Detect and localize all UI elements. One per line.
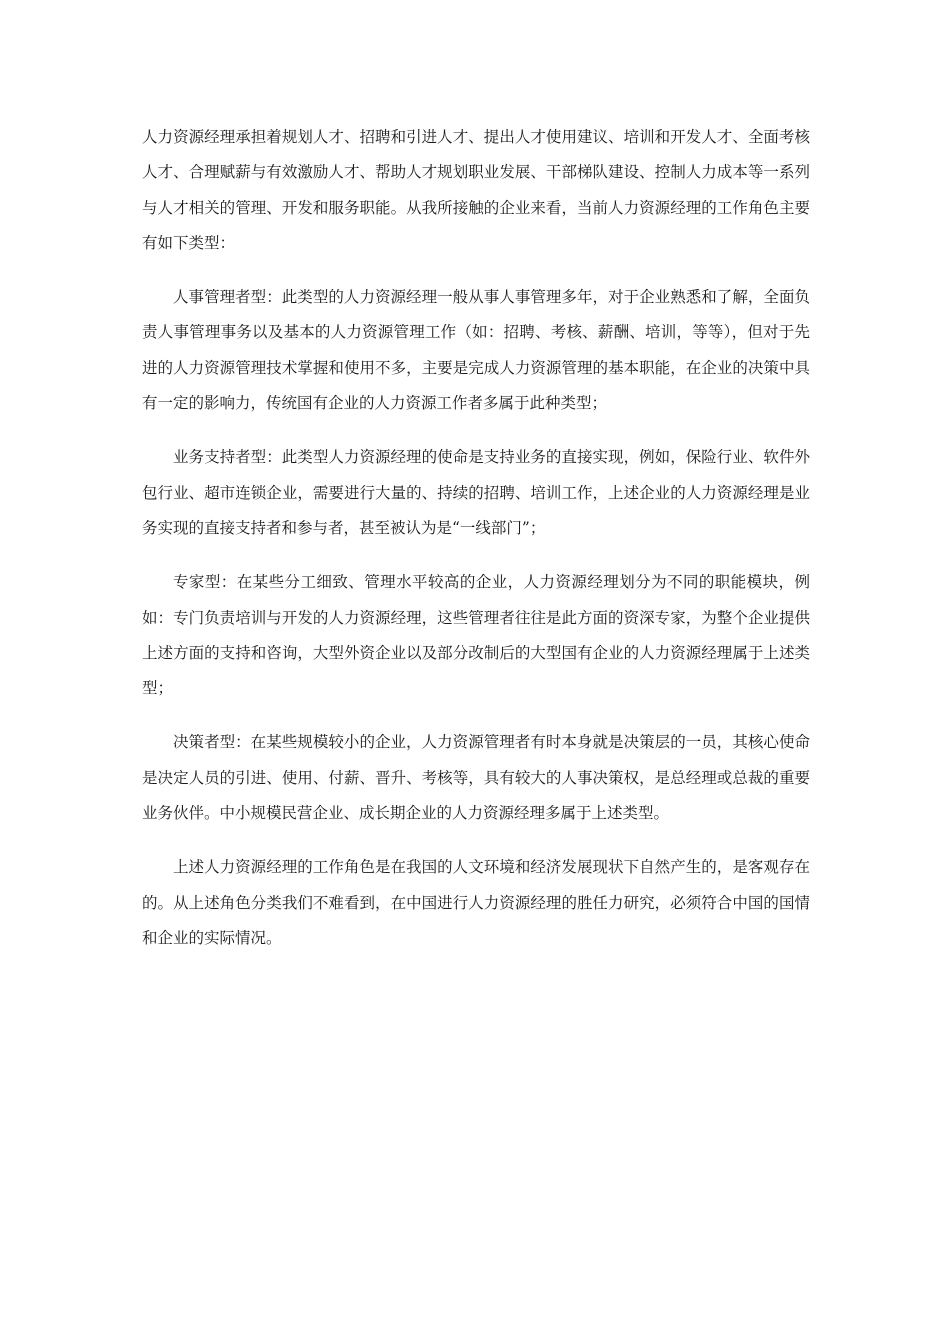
paragraph-decision-maker-type: 决策者型：在某些规模较小的企业，人力资源管理者有时本身就是决策层的一员，其核心使命是决定人员的引进、使用、付薪、晋升、考核等，具有较大的人事决策权，是总经理或总裁的重要业务伙伴。中小规模民营企业、成长期企业的人力资源经理多属于上述类型。 (142, 733, 810, 823)
document-body (142, 120, 810, 975)
paragraph-expert-type: 专家型：在某些分工细致、管理水平较高的企业，人力资源经理划分为不同的职能模块，例如：专门负责培训与开发的人力资源经理，这些管理者往往是此方面的资深专家，为整个企业提供上述方面的支持和咨询，大型外资企业以及部分改制后的大型国有企业的人力资源经理属于上述类型； (142, 573, 810, 698)
paragraph-intro: 人力资源经理承担着规划人才、招聘和引进人才、提出人才使用建议、培训和开发人才、全面考核人才、合理赋薪与有效激励人才、帮助人才规划职业发展、干部梯队建设、控制人力成本等一系列与人才相关的管理、开发和服务职能。从我所接触的企业来看，当前人力资源经理的工作角色主要有如下类型： (142, 128, 810, 252)
paragraph-conclusion: 上述人力资源经理的工作角色是在我国的人文环境和经济发展现状下自然产生的，是客观存在的。从上述角色分类我们不难看到，在中国进行人力资源经理的胜任力研究，必须符合中国的国情和企业的实际情况。 (142, 858, 810, 947)
paragraph-business-supporter-type: 业务支持者型：此类型人力资源经理的使命是支持业务的直接实现，例如，保险行业、软件外包行业、超市连锁企业，需要进行大量的、持续的招聘、培训工作，上述企业的人力资源经理是业务实现的直接支持者和参与者，甚至被认为是“一线部门”； (142, 448, 810, 537)
paragraph-hr-administrator-type: 人事管理者型：此类型的人力资源经理一般从事人事管理多年，对于企业熟悉和了解，全面负责人事管理事务以及基本的人力资源管理工作（如：招聘、考核、薪酬、培训，等等），但对于先进的人力资源管理技术掌握和使用不多，主要是完成人力资源管理的基本职能，在企业的决策中具有一定的影响力，传统国有企业的人力资源工作者多属于此种类型； (142, 288, 810, 413)
